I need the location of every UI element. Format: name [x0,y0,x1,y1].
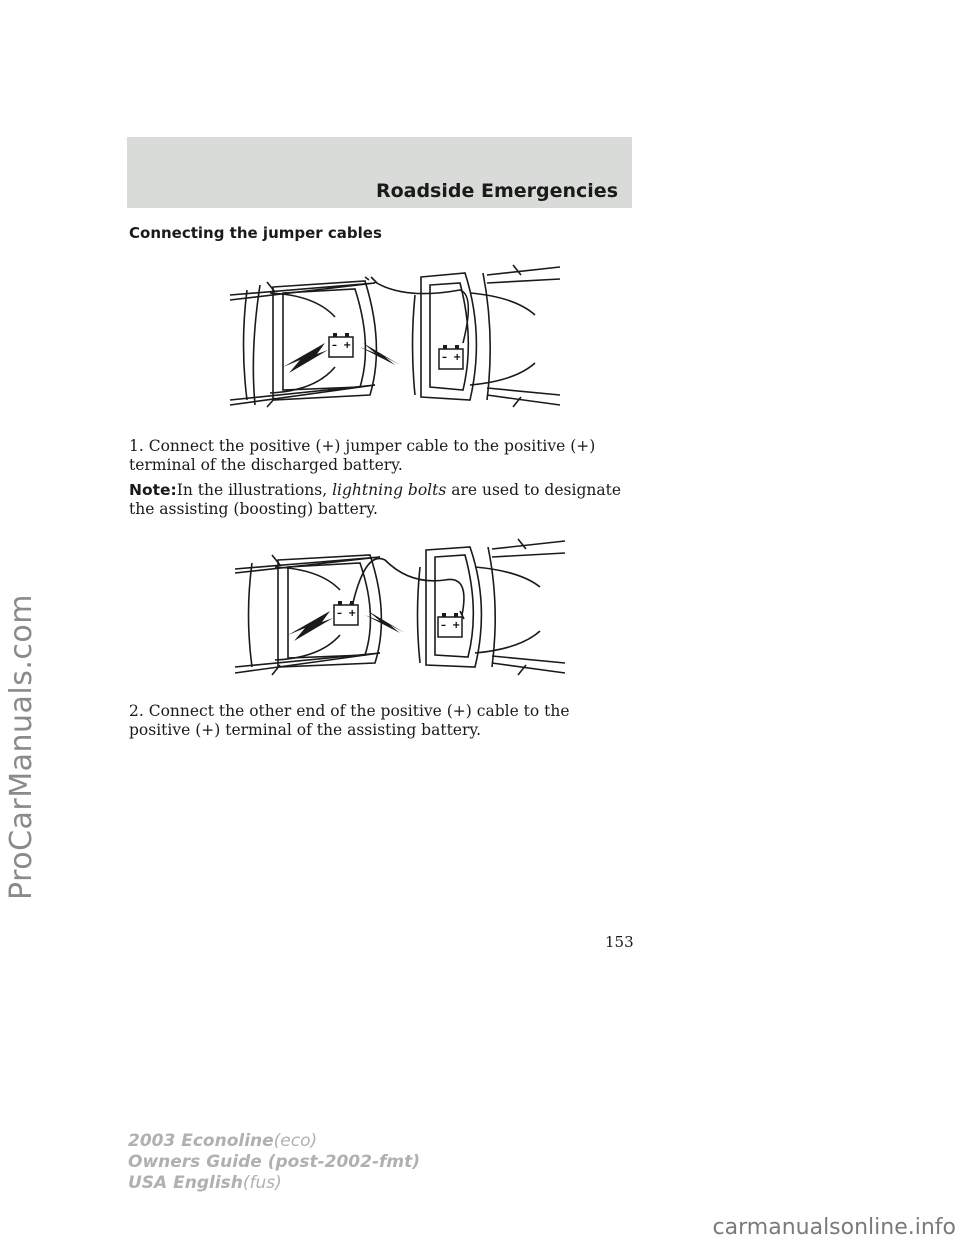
document-footer [128,1131,420,1194]
note-emphasis: lightning bolts [332,481,447,499]
note-paragraph [129,481,629,519]
section-title: Roadside Emergencies [375,180,618,202]
step-1-text: 1. Connect the positive (+) jumper cable to the positive (+) terminal of the discharged battery. [129,437,596,474]
battery-pos-label: + [343,340,352,351]
footer-language: USA English [128,1173,243,1193]
battery-neg-label: – [337,608,342,619]
battery-neg-label: – [332,340,337,351]
site-footer: carmanualsonline.info [712,1215,956,1240]
battery-pos-label: + [453,352,462,363]
header-band [127,137,632,208]
footer-model-code: (eco) [273,1131,318,1151]
step-2-text: 2. Connect the other end of the positive (+) cable to the positive (+) terminal of the assisting battery. [129,702,570,739]
battery-pos-label: + [452,620,461,631]
section-heading: Connecting the jumper cables [129,224,382,242]
footer-guide: Owners Guide (post-2002-fmt) [128,1152,421,1172]
note-label: Note: [129,481,177,499]
battery-pos-label: + [348,608,357,619]
jumper-illustration-1 [225,255,565,420]
note-text-after: are used to designate the assisting (boosting) battery. [129,481,621,518]
jumper-illustration-2 [230,535,570,685]
battery-neg-label: – [442,352,447,363]
note-text-before: In the illustrations, [176,481,333,499]
battery-neg-label: – [441,620,446,631]
watermark-text: ProCarManuals.com [4,593,39,900]
footer-model: 2003 Econoline [128,1131,274,1151]
page-number: 153 [605,933,634,951]
footer-language-code: (fus) [242,1173,282,1193]
